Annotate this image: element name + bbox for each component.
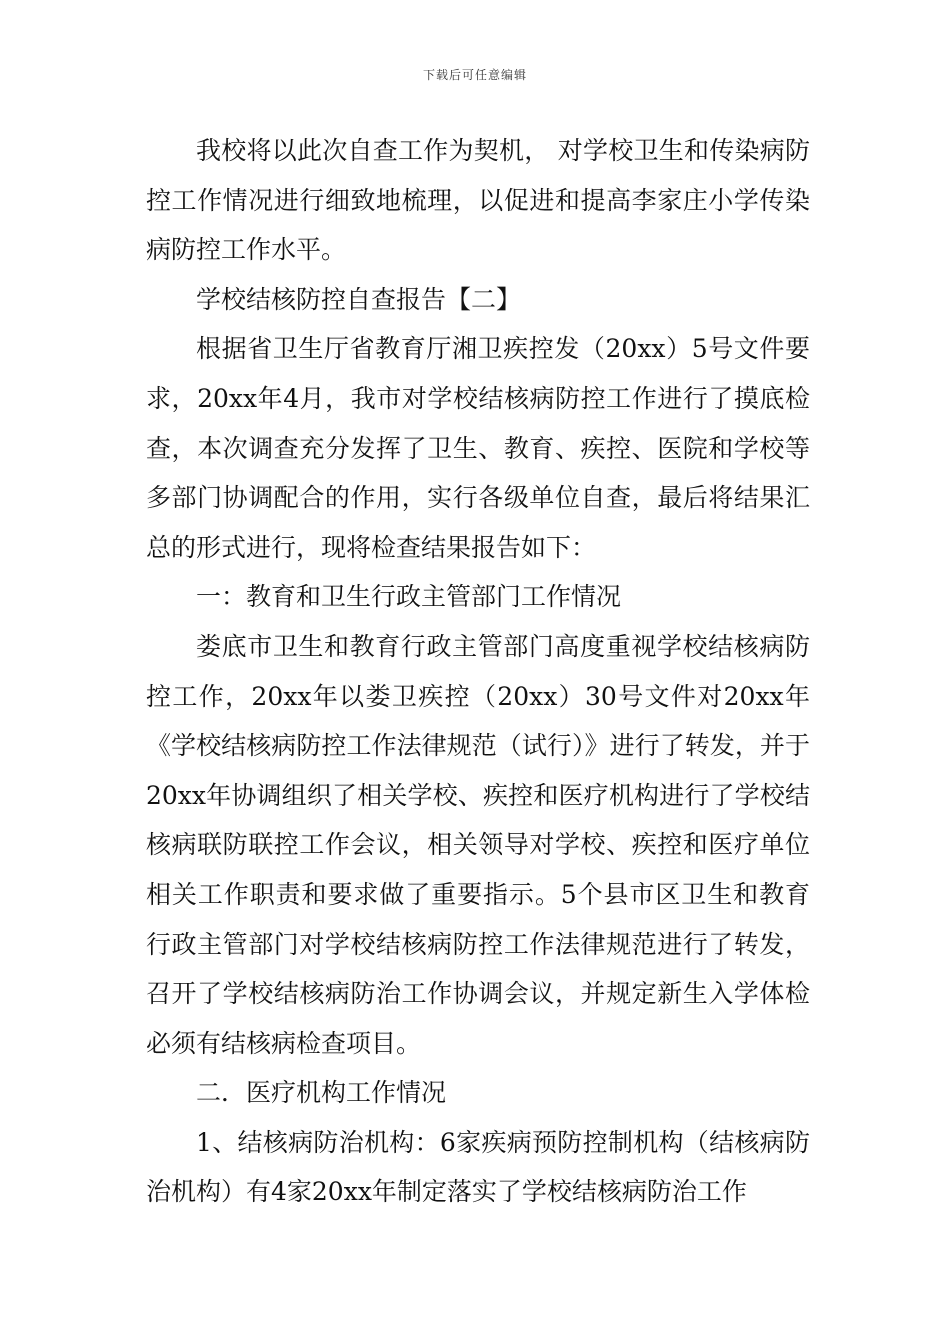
section-title: 学校结核防控自查报告【二】 bbox=[196, 284, 522, 314]
paragraph-intro: 我校将以此次自查工作为契机， 对学校卫生和传染病防控工作情况进行细致地梳理，以促进和提高李家庄小学传染病防控工作水平。 bbox=[146, 136, 810, 265]
paragraph-section-one: 娄底市卫生和教育行政主管部门高度重视学校结核病防控工作，20xx年以娄卫疾控（20xx）30号文件对20xx年《学校结核病防控工作法律规范（试行）》进行了转发，并于20xx年协调组织了相关学校、疾控和医疗机构进行了学校结核病联防联控工作会议，相关领导对学校、疾控和医疗单位相关工作职责和要求做了重要指示。5个县市区卫生和教育行政主管部门对学校结核病防控工作法律规范进行了转发，召开了学校结核病防治工作协调会议，并规定新生入学体检必须有结核病检查项目。 bbox=[146, 631, 810, 1058]
heading-section-two: 二．医疗机构工作情况 bbox=[196, 1078, 447, 1108]
heading-section-one: 一：教育和卫生行政主管部门工作情况 bbox=[196, 582, 622, 612]
document-body bbox=[146, 126, 810, 1217]
paragraph-background: 根据省卫生厅省教育厅湘卫疾控发（20xx）5号文件要求，20xx年4月，我市对学校结核病防控工作进行了摸底检查，本次调查充分发挥了卫生、教育、疾控、医院和学校等多部门协调配合的作用，实行各级单位自查，最后将结果汇总的形式进行，现将检查结果报告如下： bbox=[146, 334, 810, 562]
paragraph-section-two-item-1: 1、结核病防治机构：6家疾病预防控制机构（结核病防治机构）有4家20xx年制定落实了学校结核病防治工作 bbox=[146, 1127, 810, 1207]
page-header: 下载后可任意编辑 bbox=[422, 68, 527, 82]
